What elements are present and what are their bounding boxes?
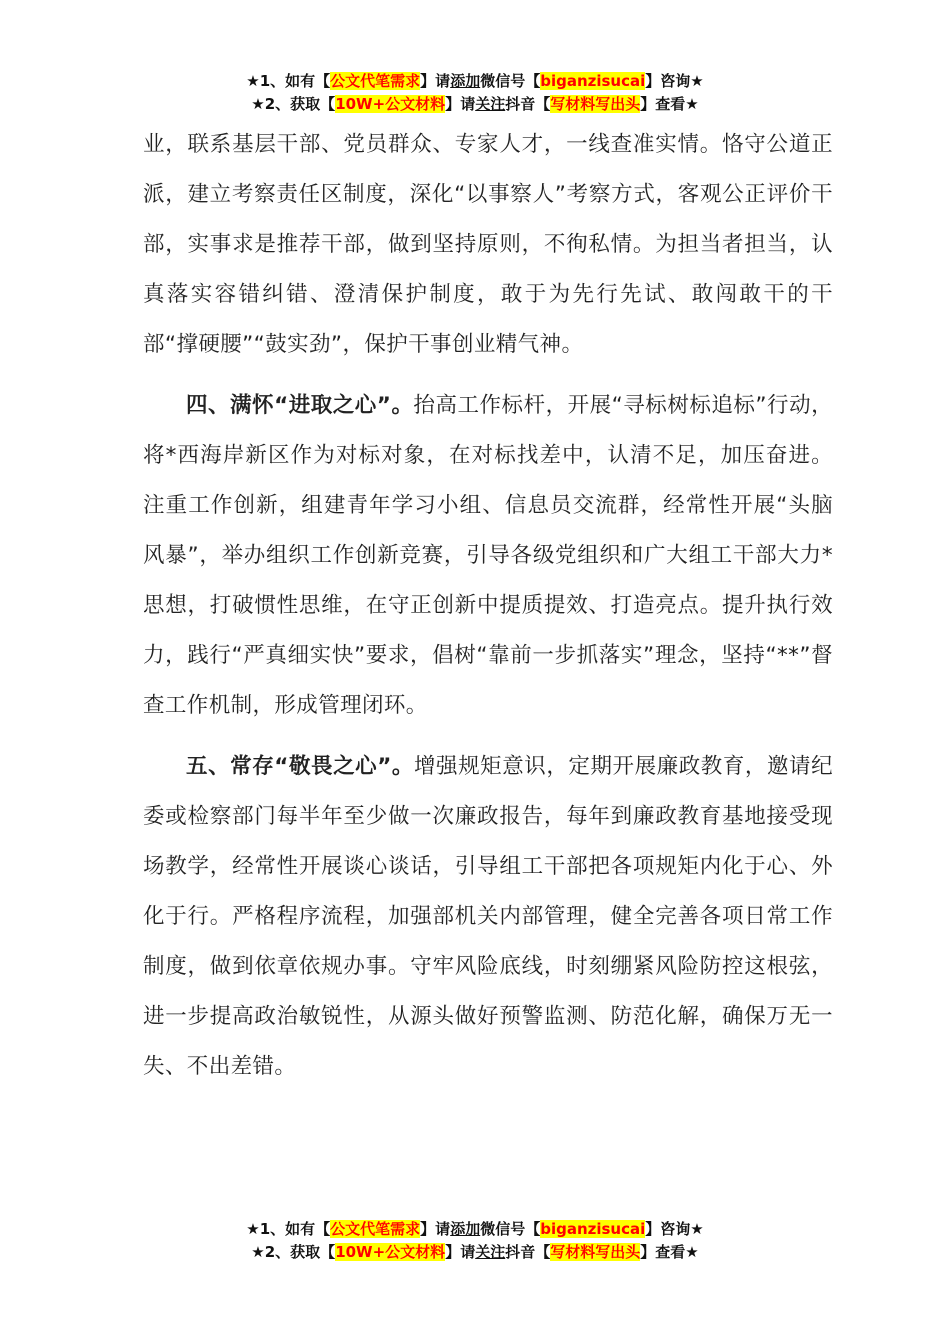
- banner-text: 微信号【: [480, 1220, 541, 1238]
- highlight-douyin: 写材料写出头: [550, 95, 641, 113]
- star-symbol: ★: [251, 1243, 265, 1261]
- banner-line-1: [0, 1218, 950, 1241]
- highlight-wechat-id: biganzisucai: [540, 1220, 646, 1238]
- paragraph-section-5: [143, 742, 833, 1092]
- banner-line-2: [0, 1241, 950, 1264]
- banner-text: 】查看★: [640, 1243, 699, 1261]
- bottom-banner: [0, 1218, 950, 1264]
- highlight-service: 公文代笔需求: [330, 72, 421, 90]
- banner-underlined: 添加: [450, 72, 481, 90]
- section-heading: 五、常存“敬畏之心”。: [186, 754, 414, 779]
- banner-text: 】请: [420, 1220, 451, 1238]
- banner-line-2: [0, 93, 950, 116]
- banner-text: 2、获取【: [264, 1243, 336, 1261]
- banner-text: 】查看★: [640, 95, 699, 113]
- star-symbol: ★: [246, 1220, 260, 1238]
- banner-text: 】请: [420, 72, 451, 90]
- banner-text: 微信号【: [480, 72, 541, 90]
- banner-line-1: [0, 70, 950, 93]
- section-heading: 四、满怀“进取之心”。: [186, 393, 414, 418]
- paragraph-section-4: [143, 381, 833, 731]
- banner-text: 抖音【: [505, 1243, 551, 1261]
- highlight-materials: 10W+公文材料: [335, 1243, 446, 1261]
- banner-text: 2、获取【: [264, 95, 336, 113]
- banner-text: 1、如有【: [259, 72, 331, 90]
- banner-text: 抖音【: [505, 95, 551, 113]
- banner-underlined: 关注: [475, 1243, 506, 1261]
- highlight-materials: 10W+公文材料: [335, 95, 446, 113]
- highlight-wechat-id: biganzisucai: [540, 72, 646, 90]
- section-text: 增强规矩意识，定期开展廉政教育，邀请纪委或检察部门每半年至少做一次廉政报告，每年到廉政教育基地接受现场教学，经常性开展谈心谈话，引导组工干部把各项规矩内化于心、外化于行。严格程序流程，加强部机关内部管理，健全完善各项日常工作制度，做到依章依规办事。守牢风险底线，时刻绷紧风险防控这根弦，进一步提高政治敏锐性，从源头做好预警监测、防范化解，确保万无一失、不出差错。: [143, 754, 833, 1079]
- banner-text: 】咨询★: [645, 72, 704, 90]
- highlight-douyin: 写材料写出头: [550, 1243, 641, 1261]
- banner-text: 1、如有【: [259, 1220, 331, 1238]
- top-banner: [0, 70, 950, 116]
- banner-underlined: 关注: [475, 95, 506, 113]
- banner-underlined: 添加: [450, 1220, 481, 1238]
- banner-text: 】咨询★: [645, 1220, 704, 1238]
- star-symbol: ★: [246, 72, 260, 90]
- document-body: [143, 120, 833, 1092]
- banner-text: 】请: [445, 95, 476, 113]
- star-symbol: ★: [251, 95, 265, 113]
- banner-text: 】请: [445, 1243, 476, 1261]
- highlight-service: 公文代笔需求: [330, 1220, 421, 1238]
- section-text: 抬高工作标杆，开展“寻标树标追标”行动，将*西海岸新区作为对标对象，在对标找差中，认清不足，加压奋进。注重工作创新，组建青年学习小组、信息员交流群，经常性开展“头脑风暴”，举办组织工作创新竞赛，引导各级党组织和广大组工干部大力*思想，打破惯性思维，在守正创新中提质提效、打造亮点。提升执行效力，践行“严真细实快”要求，倡树“靠前一步抓落实”理念，坚持“**”督查工作机制，形成管理闭环。: [143, 393, 833, 718]
- paragraph-continued: 业，联系基层干部、党员群众、专家人才，一线查准实情。恪守公道正派，建立考察责任区制度，深化“以事察人”考察方式，客观公正评价干部，实事求是推荐干部，做到坚持原则，不徇私情。为担当者担当，认真落实容错纠错、澄清保护制度，敢于为先行先试、敢闯敢干的干部“撑硬腰”“鼓实劲”，保护干事创业精气神。: [143, 132, 833, 357]
